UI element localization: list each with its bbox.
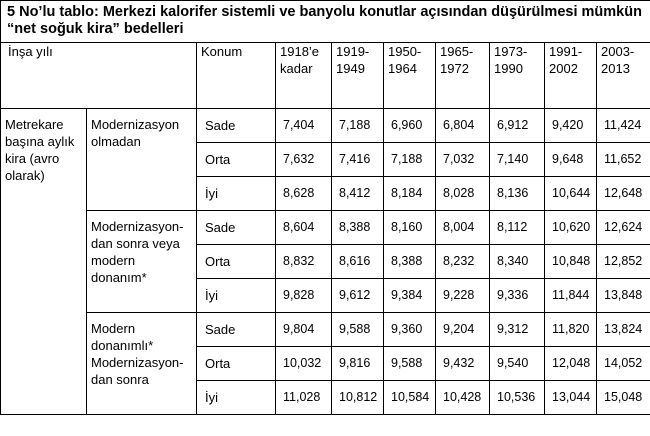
value-cell: 9,588 — [384, 347, 436, 381]
value-cell: 8,832 — [276, 245, 332, 279]
value-cell: 10,032 — [276, 347, 332, 381]
value-cell: 8,136 — [490, 177, 545, 211]
value-cell: 8,112 — [490, 211, 545, 245]
value-cell: 9,804 — [276, 313, 332, 347]
value-cell: 8,604 — [276, 211, 332, 245]
quality-cell: Sade — [197, 211, 276, 245]
group-label-text: Modern donanımlı* Modernizasyon-dan sonra — [91, 321, 184, 387]
value-cell: 11,028 — [276, 381, 332, 415]
value-cell: 6,912 — [490, 109, 545, 143]
value-cell: 7,404 — [276, 109, 332, 143]
value-cell: 7,632 — [276, 143, 332, 177]
value-cell: 11,652 — [597, 143, 650, 177]
value-cell: 9,432 — [436, 347, 490, 381]
value-cell: 9,360 — [384, 313, 436, 347]
value-cell: 8,232 — [436, 245, 490, 279]
group-label-text: Modernizasyon-dan sonra veya modern donanım* — [91, 219, 184, 285]
value-cell: 9,228 — [436, 279, 490, 313]
value-cell: 9,384 — [384, 279, 436, 313]
value-cell: 7,140 — [490, 143, 545, 177]
construction-year-header: İnşa yılı — [1, 43, 197, 109]
table-row — [1, 313, 650, 347]
period-header: 1991-2002 — [545, 43, 597, 109]
value-cell: 12,852 — [597, 245, 650, 279]
row-label — [1, 109, 87, 415]
value-cell: 10,584 — [384, 381, 436, 415]
value-cell: 13,848 — [597, 279, 650, 313]
value-cell: 8,184 — [384, 177, 436, 211]
value-cell: 12,624 — [597, 211, 650, 245]
value-cell: 12,048 — [545, 347, 597, 381]
value-cell: 9,204 — [436, 313, 490, 347]
value-cell: 8,340 — [490, 245, 545, 279]
quality-cell: İyi — [197, 381, 276, 415]
group-label-text: Modernizasyon olmadan — [91, 117, 180, 149]
value-cell: 9,420 — [545, 109, 597, 143]
value-cell: 8,028 — [436, 177, 490, 211]
value-cell: 8,160 — [384, 211, 436, 245]
value-cell: 9,312 — [490, 313, 545, 347]
period-header: 2003-2013 — [597, 43, 650, 109]
quality-cell: Sade — [197, 109, 276, 143]
row-label-text: Metrekare başına aylık kira (avro olarak) — [5, 117, 75, 183]
quality-cell: İyi — [197, 177, 276, 211]
value-cell: 6,804 — [436, 109, 490, 143]
value-cell: 10,644 — [545, 177, 597, 211]
value-cell: 8,004 — [436, 211, 490, 245]
value-cell: 6,960 — [384, 109, 436, 143]
value-cell: 8,388 — [384, 245, 436, 279]
group-label — [87, 109, 197, 211]
value-cell: 7,416 — [332, 143, 384, 177]
group-label — [87, 211, 197, 313]
value-cell: 9,612 — [332, 279, 384, 313]
value-cell: 9,540 — [490, 347, 545, 381]
value-cell: 10,620 — [545, 211, 597, 245]
value-cell: 9,828 — [276, 279, 332, 313]
quality-cell: Orta — [197, 143, 276, 177]
group-label — [87, 313, 197, 415]
value-cell: 12,648 — [597, 177, 650, 211]
value-cell: 9,648 — [545, 143, 597, 177]
period-header: 1950-1964 — [384, 43, 436, 109]
quality-cell: İyi — [197, 279, 276, 313]
location-header: Konum — [197, 43, 276, 109]
value-cell: 11,820 — [545, 313, 597, 347]
value-cell: 11,844 — [545, 279, 597, 313]
quality-cell: Orta — [197, 347, 276, 381]
period-header: 1973-1990 — [490, 43, 545, 109]
value-cell: 15,048 — [597, 381, 650, 415]
table-row — [1, 109, 650, 143]
value-cell: 7,032 — [436, 143, 490, 177]
period-header: 1965-1972 — [436, 43, 490, 109]
value-cell: 7,188 — [384, 143, 436, 177]
value-cell: 9,588 — [332, 313, 384, 347]
table-row — [1, 211, 650, 245]
value-cell: 8,388 — [332, 211, 384, 245]
value-cell: 9,816 — [332, 347, 384, 381]
value-cell: 13,824 — [597, 313, 650, 347]
value-cell: 8,628 — [276, 177, 332, 211]
value-cell: 10,536 — [490, 381, 545, 415]
value-cell: 10,428 — [436, 381, 490, 415]
quality-cell: Orta — [197, 245, 276, 279]
value-cell: 10,812 — [332, 381, 384, 415]
value-cell: 8,616 — [332, 245, 384, 279]
value-cell: 11,424 — [597, 109, 650, 143]
header-row — [1, 43, 650, 109]
quality-cell: Sade — [197, 313, 276, 347]
value-cell: 8,412 — [332, 177, 384, 211]
period-header: 1919-1949 — [332, 43, 384, 109]
table-title: 5 No’lu tablo: Merkezi kalorifer sistemli ve banyolu konutlar açısından düşürülmesi mümkün “net soğuk kira” bedelleri — [1, 1, 650, 43]
period-header: 1918’e kadar — [276, 43, 332, 109]
value-cell: 9,336 — [490, 279, 545, 313]
value-cell: 7,188 — [332, 109, 384, 143]
value-cell: 13,044 — [545, 381, 597, 415]
value-cell: 14,052 — [597, 347, 650, 381]
value-cell: 10,848 — [545, 245, 597, 279]
